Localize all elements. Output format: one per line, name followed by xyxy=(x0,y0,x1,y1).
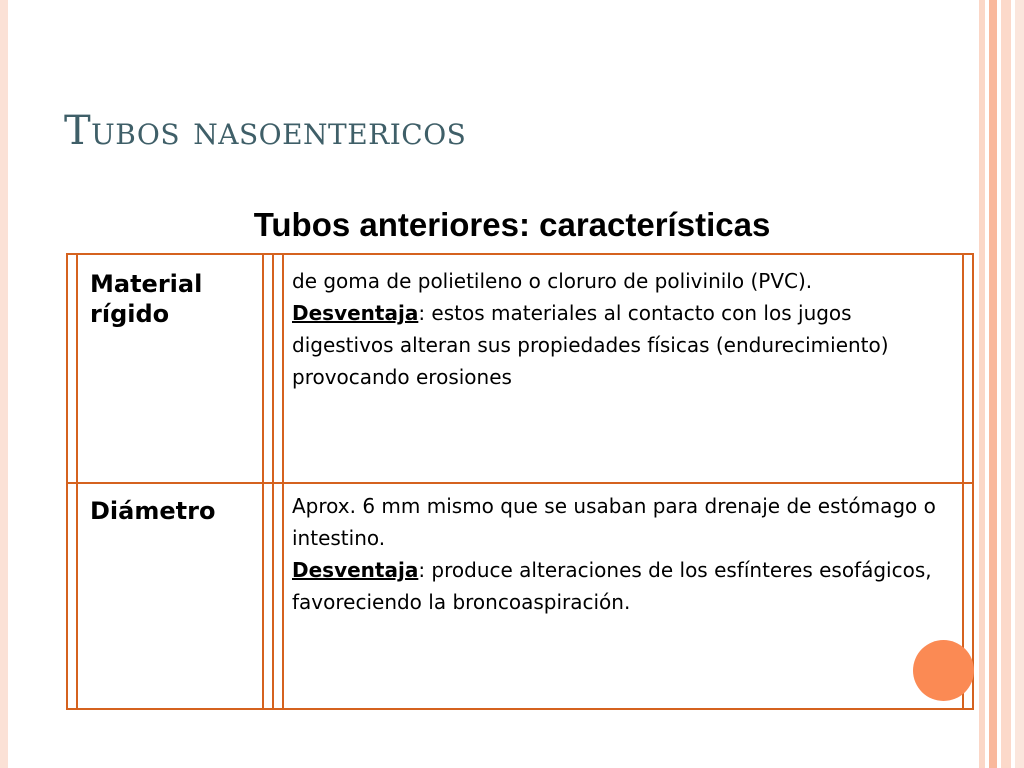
stripe xyxy=(1001,0,1011,768)
row-description-diametro xyxy=(292,490,957,618)
characteristics-table xyxy=(66,253,974,710)
table-heading: Tubos anteriores: características xyxy=(253,206,771,243)
stripe xyxy=(979,0,985,768)
row-description-text: Aprox. 6 mm mismo que se usaban para drenaje de estómago o intestino. xyxy=(292,494,936,550)
row-description-warning: Desventaja: estos materiales al contacto con los jugos digestivos alteran sus propiedades físicas (endurecimiento) provocando erosiones xyxy=(292,301,889,389)
row-label-material: Material rígido xyxy=(90,270,203,328)
decorative-circle xyxy=(913,640,974,701)
warning-label: Desventaja xyxy=(292,558,419,582)
row-description-material xyxy=(292,265,957,393)
decorative-stripes xyxy=(979,0,1024,768)
row-label-diametro: Diámetro xyxy=(90,497,216,525)
row-divider xyxy=(68,482,972,484)
stripe xyxy=(989,0,997,768)
slide-title: Tubos nasoentericos xyxy=(64,108,467,154)
row-description-text: de goma de polietileno o cloruro de polivinilo (PVC). xyxy=(292,269,813,293)
warning-label: Desventaja xyxy=(292,301,419,325)
row-description-warning: Desventaja: produce alteraciones de los esfínteres esofágicos, favoreciendo la broncoaspiración. xyxy=(292,558,932,614)
stripe xyxy=(1015,0,1024,768)
